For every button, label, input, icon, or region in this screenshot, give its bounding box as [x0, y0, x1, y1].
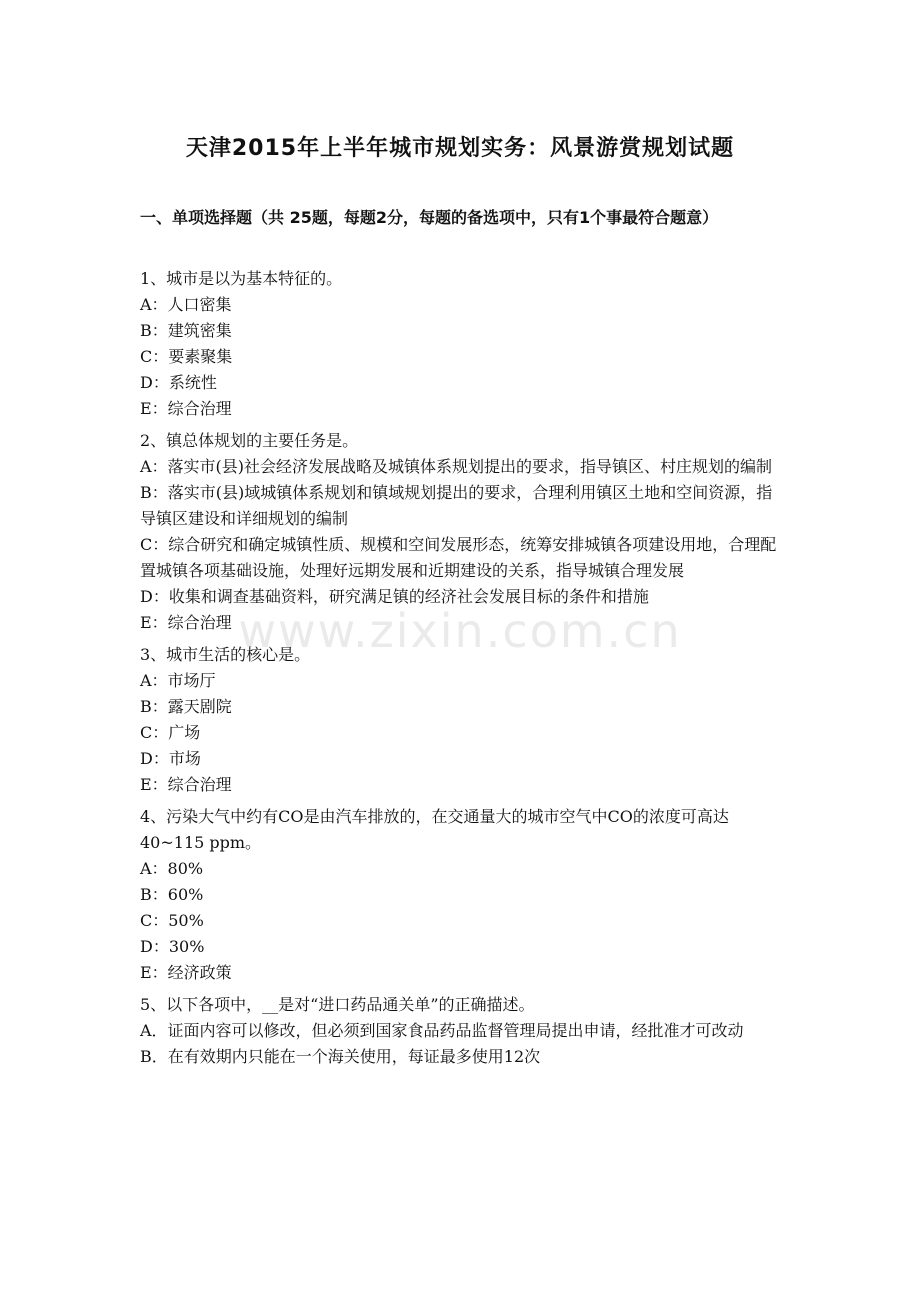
option-d: D：市场 — [140, 749, 201, 768]
question-2 — [140, 428, 785, 636]
question-stem: 5、以下各项中，__是对“进口药品通关单”的正确描述。 — [140, 995, 535, 1014]
option-c: C：要素聚集 — [140, 347, 233, 366]
question-list — [140, 266, 785, 1076]
option-d: D：系统性 — [140, 373, 217, 392]
option-e: E：经济政策 — [140, 963, 232, 982]
question-stem: 3、城市生活的核心是。 — [140, 645, 311, 664]
option-d: D：收集和调查基础资料，研究满足镇的经济社会发展目标的条件和措施 — [140, 587, 649, 606]
option-a: A．证面内容可以修改，但必须到国家食品药品监督管理局提出申请，经批准才可改动 — [140, 1021, 744, 1040]
option-b: B：60% — [140, 885, 204, 904]
document-title: 天津2015年上半年城市规划实务：风景游赏规划试题 — [185, 136, 735, 161]
option-e: E：综合治理 — [140, 613, 232, 632]
question-stem: 4、污染大气中约有CO是由汽车排放的，在交通量大的城市空气中CO的浓度可高达40~115 ppm。 — [140, 807, 729, 852]
option-a: A：市场厅 — [140, 671, 216, 690]
option-a: A：人口密集 — [140, 295, 232, 314]
option-b: B．在有效期内只能在一个海关使用，每证最多使用12次 — [140, 1047, 541, 1066]
question-1 — [140, 266, 785, 422]
question-stem: 2、镇总体规划的主要任务是。 — [140, 431, 359, 450]
option-c: C：50% — [140, 911, 204, 930]
option-a: A：80% — [140, 859, 204, 878]
option-d: D：30% — [140, 937, 205, 956]
question-4 — [140, 804, 785, 986]
option-e: E：综合治理 — [140, 775, 232, 794]
option-b: B：建筑密集 — [140, 321, 232, 340]
option-a: A：落实市(县)社会经济发展战略及城镇体系规划提出的要求，指导镇区、村庄规划的编制 — [140, 457, 773, 476]
option-c: C：广场 — [140, 723, 201, 742]
question-3 — [140, 642, 785, 798]
option-b: B：落实市(县)域城镇体系规划和镇域规划提出的要求，合理利用镇区土地和空间资源，指导镇区建设和详细规划的编制 — [140, 483, 773, 528]
watermark: www.zixin.com.cn — [238, 604, 682, 658]
option-b: B：露天剧院 — [140, 697, 232, 716]
section-heading: 一、单项选择题（共 25题，每题2分，每题的备选项中，只有1个事最符合题意） — [140, 208, 719, 227]
question-5 — [140, 992, 785, 1070]
option-c: C：综合研究和确定城镇性质、规模和空间发展形态，统筹安排城镇各项建设用地，合理配置城镇各项基础设施，处理好远期发展和近期建设的关系，指导城镇合理发展 — [140, 535, 777, 580]
question-stem: 1、城市是以为基本特征的。 — [140, 269, 343, 288]
option-e: E：综合治理 — [140, 399, 232, 418]
